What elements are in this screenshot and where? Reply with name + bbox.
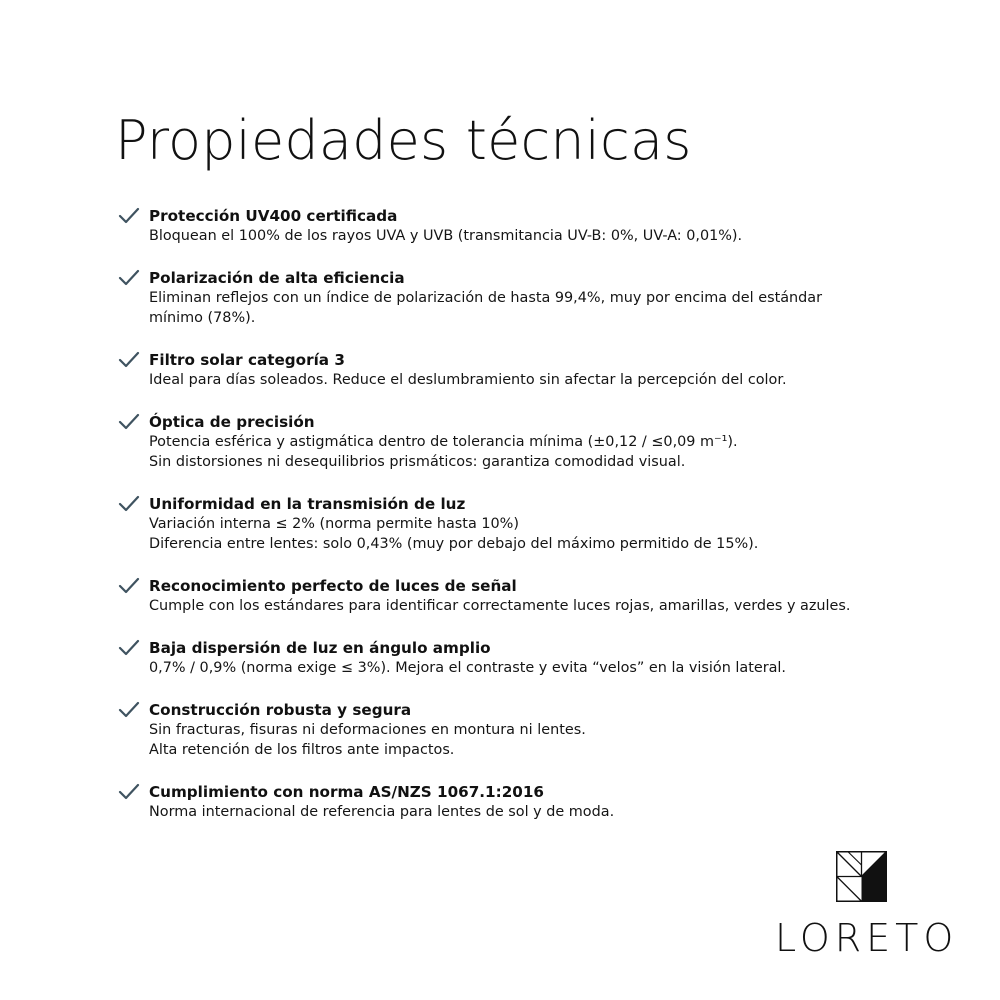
feature-item bbox=[118, 494, 978, 554]
checkmark-icon bbox=[118, 351, 140, 369]
feature-list bbox=[118, 206, 978, 822]
feature-title: Polarización de alta eficiencia bbox=[149, 269, 405, 287]
page-title: Propiedades técnicas bbox=[115, 109, 692, 173]
feature-description: Ideal para días soleados. Reduce el deslumbramiento sin afectar la percepción del color. bbox=[149, 372, 787, 388]
feature-title: Cumplimiento con norma AS/NZS 1067.1:2016 bbox=[149, 783, 544, 801]
feature-item bbox=[118, 638, 978, 678]
feature-title: Óptica de precisión bbox=[149, 413, 315, 431]
brand-wordmark: LORETO bbox=[775, 916, 959, 960]
feature-item bbox=[118, 206, 978, 246]
checkmark-icon bbox=[118, 269, 140, 287]
feature-description: Cumple con los estándares para identificar correctamente luces rojas, amarillas, verdes y azules. bbox=[149, 598, 851, 614]
feature-item bbox=[118, 576, 978, 616]
checkmark-icon bbox=[118, 701, 140, 719]
feature-title: Protección UV400 certificada bbox=[149, 207, 398, 225]
feature-title: Uniformidad en la transmisión de luz bbox=[149, 495, 466, 513]
checkmark-icon bbox=[118, 495, 140, 513]
checkmark-icon bbox=[118, 413, 140, 431]
feature-description: Sin distorsiones ni desequilibrios prismáticos: garantiza comodidad visual. bbox=[149, 454, 686, 470]
geometric-square-mark-icon bbox=[836, 851, 887, 902]
feature-item bbox=[118, 412, 978, 472]
feature-description: Alta retención de los filtros ante impactos. bbox=[149, 742, 455, 758]
feature-description: Potencia esférica y astigmática dentro de tolerancia mínima (±0,12 / ≤0,09 m⁻¹). bbox=[149, 434, 738, 450]
checkmark-icon bbox=[118, 783, 140, 801]
checkmark-icon bbox=[118, 639, 140, 657]
checkmark-icon bbox=[118, 577, 140, 595]
feature-description: 0,7% / 0,9% (norma exige ≤ 3%). Mejora el contraste y evita “velos” en la visión lateral. bbox=[149, 660, 787, 676]
feature-item bbox=[118, 782, 978, 822]
feature-title: Construcción robusta y segura bbox=[149, 701, 412, 719]
feature-item bbox=[118, 700, 978, 760]
brand-logo bbox=[775, 851, 959, 961]
feature-description: Eliminan reflejos con un índice de polarización de hasta 99,4%, muy por encima del estándar bbox=[149, 290, 823, 306]
checkmark-icon bbox=[118, 207, 140, 225]
feature-description: Variación interna ≤ 2% (norma permite hasta 10%) bbox=[149, 516, 519, 532]
feature-title: Baja dispersión de luz en ángulo amplio bbox=[149, 639, 491, 657]
feature-description: Sin fracturas, fisuras ni deformaciones en montura ni lentes. bbox=[149, 722, 586, 738]
feature-description: Norma internacional de referencia para lentes de sol y de moda. bbox=[149, 804, 615, 820]
feature-description: mínimo (78%). bbox=[149, 310, 256, 326]
feature-description: Diferencia entre lentes: solo 0,43% (muy por debajo del máximo permitido de 15%). bbox=[149, 536, 759, 552]
feature-title: Reconocimiento perfecto de luces de señal bbox=[149, 577, 517, 595]
feature-title: Filtro solar categoría 3 bbox=[149, 351, 345, 369]
feature-description: Bloquean el 100% de los rayos UVA y UVB (transmitancia UV-B: 0%, UV-A: 0,01%). bbox=[149, 228, 743, 244]
feature-item bbox=[118, 350, 978, 390]
feature-item bbox=[118, 268, 978, 328]
